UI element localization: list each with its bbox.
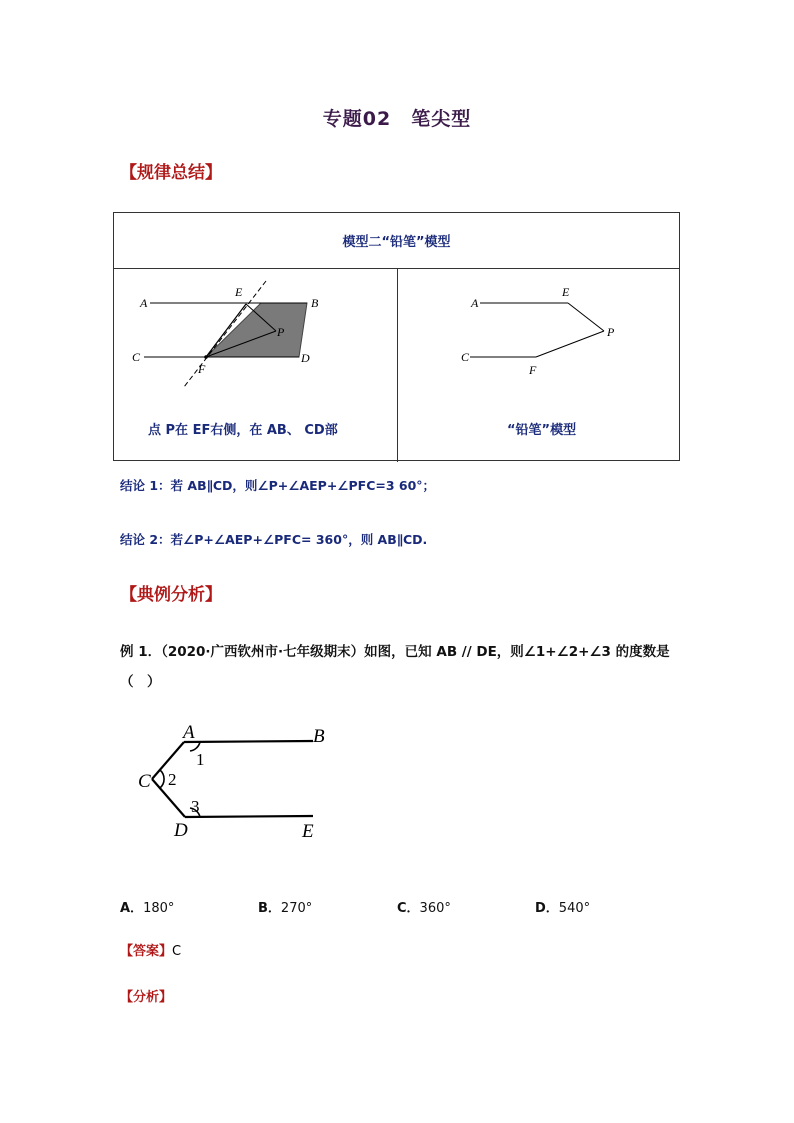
line-ab (184, 741, 313, 742)
label-e: E (235, 285, 243, 299)
left-caption: 点 P在 EF右侧，在 AB、 CD部 (148, 423, 338, 438)
label-d: D (174, 820, 188, 841)
analysis-line (120, 986, 172, 1005)
section-examples: 【典例分析】 (120, 585, 222, 605)
model-table-header: 模型二“铅笔”模型 (114, 213, 679, 269)
label-a: A (471, 296, 479, 310)
question-text: 例 1．（2020·广西钦州市·七年级期末）如图，已知 AB // DE，则∠1+∠2+∠3 的度数是 (120, 644, 670, 660)
segment-pf (536, 331, 604, 357)
section-summary: 【规律总结】 (120, 163, 222, 183)
label-b: B (313, 726, 325, 747)
label-d: D (301, 351, 310, 365)
label-p: P (607, 325, 615, 339)
label-b: B (311, 296, 319, 310)
option-b[interactable] (258, 897, 312, 916)
option-d-value: 540° (558, 901, 591, 916)
analysis-label: 【分析】 (120, 990, 173, 1005)
label-a: A (140, 296, 148, 310)
question-paren: （ ） (120, 674, 161, 690)
answer-label: 【答案】 (120, 944, 173, 959)
option-c-letter: C． (397, 901, 420, 916)
label-f: F (198, 362, 206, 376)
option-d-letter: D． (535, 901, 559, 916)
option-a-letter: A． (120, 901, 144, 916)
option-c[interactable] (397, 897, 451, 916)
option-d[interactable] (535, 897, 590, 916)
model-table (113, 212, 680, 461)
right-figure (398, 269, 680, 419)
option-a-value: 180° (143, 901, 175, 916)
label-f: F (529, 363, 537, 377)
page-title: 专题02 笔尖型 (322, 108, 472, 130)
label-c: C (138, 771, 151, 792)
option-b-value: 270° (280, 901, 313, 916)
answer-value: C (172, 944, 182, 959)
label-a: A (183, 722, 195, 743)
option-c-value: 360° (419, 901, 451, 916)
angle-2-arc (160, 770, 164, 788)
point-f (204, 355, 208, 359)
shaded-region (206, 303, 307, 357)
label-c: C (461, 350, 470, 364)
angle-label-1: 1 (196, 750, 205, 769)
angle-label-3: 3 (191, 797, 200, 816)
right-caption: “铅笔”模型 (507, 423, 577, 438)
answer-line (120, 940, 181, 959)
option-a[interactable] (120, 897, 174, 916)
label-p: P (277, 325, 285, 339)
left-figure (114, 269, 397, 419)
option-b-letter: B． (258, 901, 281, 916)
label-e: E (302, 821, 314, 842)
label-c: C (132, 350, 141, 364)
label-e: E (562, 285, 570, 299)
line-de (185, 816, 313, 817)
example-figure (130, 715, 360, 855)
angle-label-2: 2 (168, 770, 177, 789)
conclusion-2: 结论 2：若∠P+∠AEP+∠PFC= 360°，则 AB∥CD. (120, 532, 428, 547)
segment-ep (568, 303, 604, 331)
conclusion-1: 结论 1：若 AB∥CD，则∠P+∠AEP+∠PFC=3 60°； (120, 478, 436, 493)
